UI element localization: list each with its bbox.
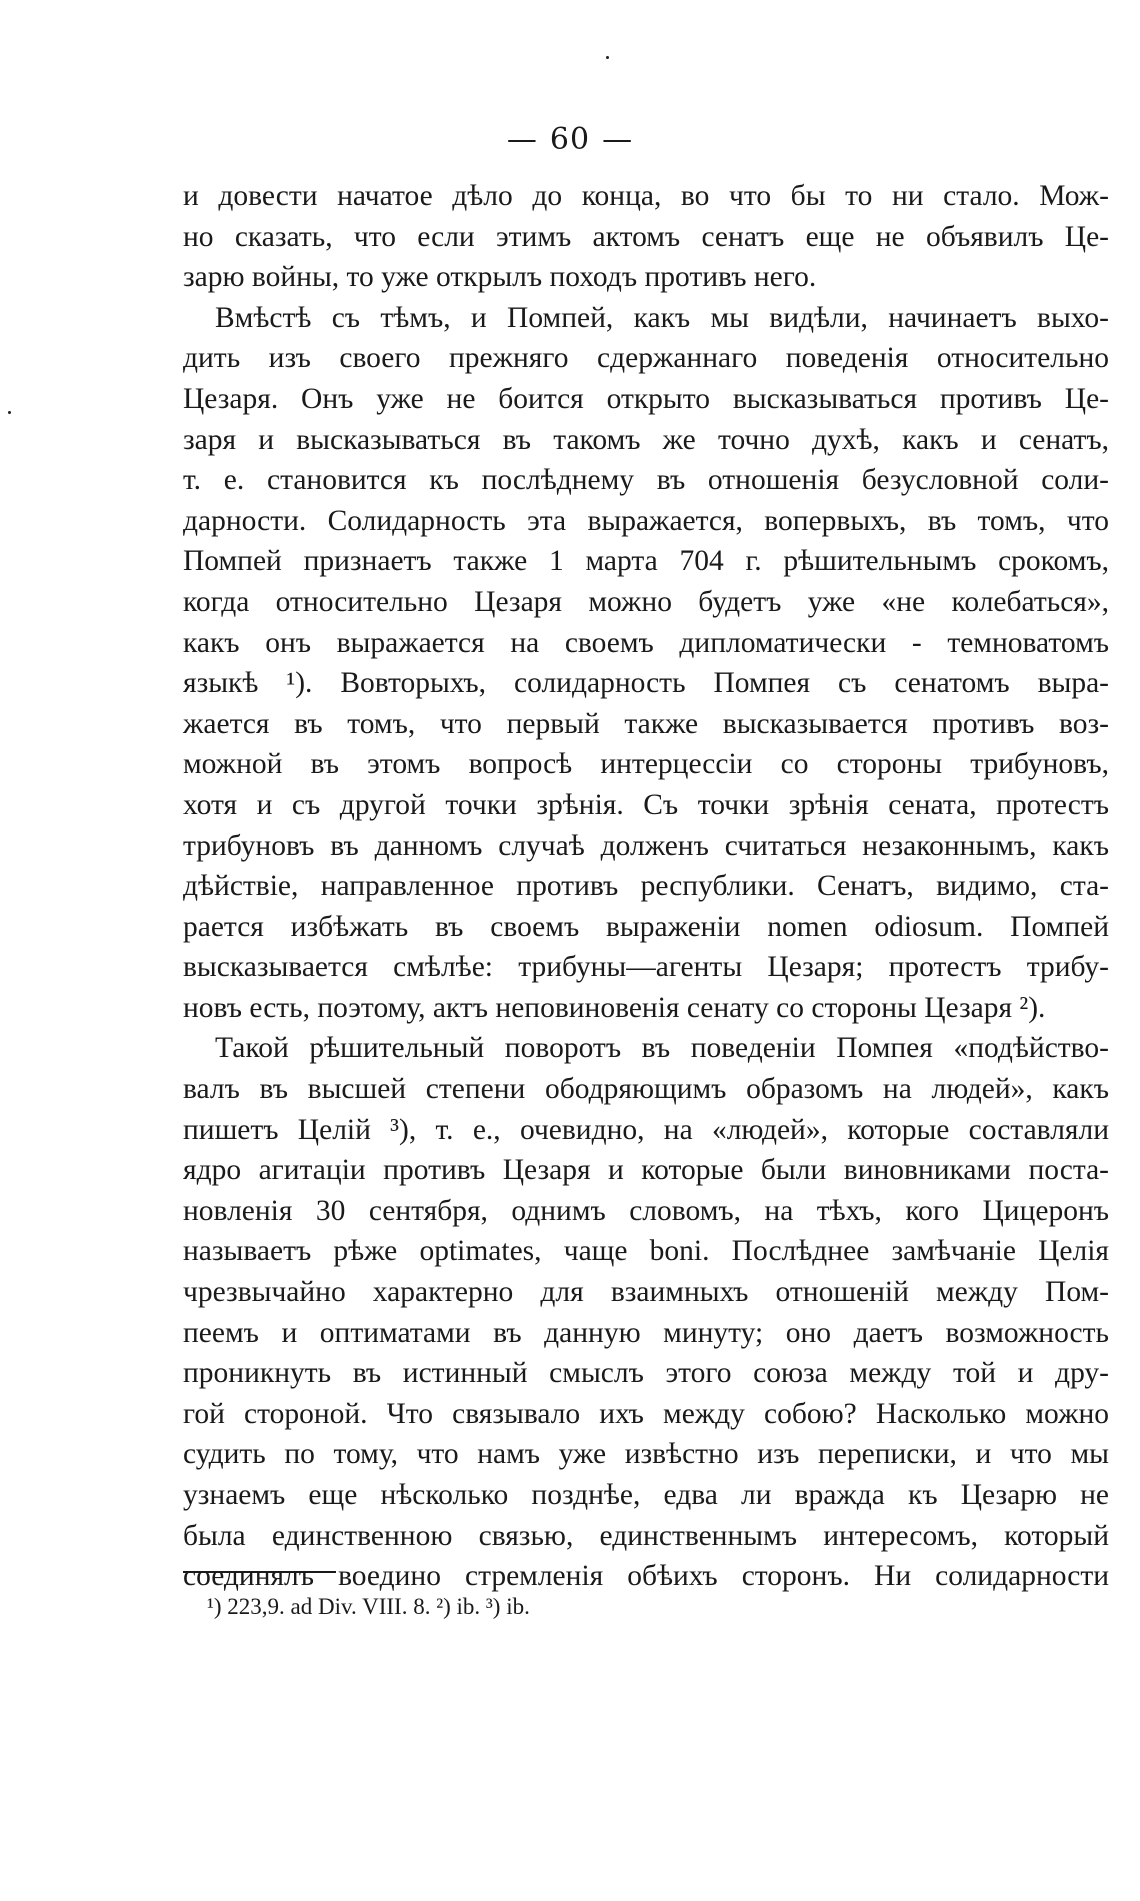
- text-line: чрезвычайно характерно для взаимныхъ отношеній между Пом-: [183, 1276, 1109, 1309]
- text-line: но сказать, что если этимъ актомъ сенатъ еще не объявилъ Це-: [183, 220, 1109, 253]
- text-line: т. е. становится къ послѣднему въ отношенія безусловной соли-: [183, 464, 1109, 497]
- text-line: и довести начатое дѣло до конца, во что бы то ни стало. Мож-: [183, 180, 1109, 212]
- text-line: ядро агитаціи противъ Цезаря и которые были виновниками поста-: [183, 1154, 1109, 1187]
- text-line: зарю войны, то уже открылъ походъ противъ него.: [183, 261, 817, 294]
- text-line: заря и высказываться въ такомъ же точно духѣ, какъ и сенатъ,: [183, 423, 1109, 456]
- header-dash-left: —: [506, 122, 538, 157]
- text-line: рается избѣжать въ своемъ выраженіи nomen odiosum. Помпей: [183, 910, 1109, 943]
- text-line: пеемъ и оптиматами въ данную минуту; оно даетъ возможность: [183, 1316, 1109, 1349]
- text-line: Такой рѣшительный поворотъ въ поведеніи Помпея «подѣйство-: [215, 1032, 1109, 1065]
- text-line: гой стороной. Что связывало ихъ между собою? Насколько можно: [183, 1397, 1109, 1430]
- text-line: трибуновъ въ данномъ случаѣ долженъ считаться незаконнымъ, какъ: [183, 829, 1109, 862]
- text-line: дарности. Солидарность эта выражается, вопервыхъ, въ томъ, что: [183, 504, 1109, 537]
- footnote-divider: [183, 1571, 336, 1573]
- text-line: узнаемъ еще нѣсколько позднѣе, едва ли вражда къ Цезарю не: [183, 1479, 1109, 1511]
- text-line: соединялъ воедино стремленія обѣихъ сторонъ. Ни солидарности: [183, 1560, 1109, 1593]
- text-line: какъ онъ выражается на своемъ дипломатически - темноватомъ: [183, 626, 1109, 659]
- scan-speck-top: [606, 56, 609, 59]
- body-text: [183, 176, 1109, 1597]
- text-line: когда относительно Цезаря можно будетъ уже «не колебаться»,: [183, 585, 1109, 618]
- text-line: называетъ рѣже optimates, чаще boni. Послѣднее замѣчаніе Целія: [183, 1235, 1109, 1268]
- text-line: высказывается смѣлѣе: трибуны—агенты Цезаря; протестъ трибу-: [183, 951, 1109, 984]
- text-line: дить изъ своего прежняго сдержаннаго поведенія относительно: [183, 342, 1109, 375]
- text-line: судить по тому, что намъ уже извѣстно изъ переписки, и что мы: [183, 1438, 1109, 1471]
- text-line: хотя и съ другой точки зрѣнія. Съ точки зрѣнія сената, протестъ: [183, 788, 1109, 821]
- text-line: жается въ томъ, что первый также высказывается противъ воз-: [183, 707, 1109, 740]
- footnote: ¹) 223,9. ad Div. VIII. 8. ²) ib. ³) ib.: [207, 1594, 530, 1619]
- text-line: была единственною связью, единственнымъ интересомъ, который: [183, 1519, 1109, 1552]
- text-line: новленія 30 сентября, однимъ словомъ, на тѣхъ, кого Цицеронъ: [183, 1194, 1109, 1227]
- text-line: новъ есть, поэтому, актъ неповиновенія сенату со стороны Цезаря ²).: [183, 991, 1046, 1024]
- text-line: Вмѣстѣ съ тѣмъ, и Помпей, какъ мы видѣли, начинаетъ выхо-: [215, 301, 1109, 334]
- text-line: валъ въ высшей степени ободряющимъ образомъ на людей», какъ: [183, 1073, 1109, 1106]
- text-line: Помпей признаетъ также 1 марта 704 г. рѣшительнымъ срокомъ,: [183, 545, 1109, 578]
- text-line: проникнуть въ истинный смыслъ этого союза между той и дру-: [183, 1357, 1109, 1390]
- page-number: 60: [549, 122, 591, 157]
- text-line: пишетъ Целій ³), т. е., очевидно, на «людей», которые составляли: [183, 1113, 1109, 1146]
- text-line: дѣйствіе, направленное противъ республики. Сенатъ, видимо, ста-: [183, 870, 1109, 903]
- text-line: Цезаря. Онъ уже не боится открыто высказываться противъ Це-: [183, 382, 1109, 415]
- text-line: языкѣ ¹). Вовторыхъ, солидарность Помпея съ сенатомъ выра-: [183, 667, 1109, 700]
- text-line: можной въ этомъ вопросѣ интерцессіи со стороны трибуновъ,: [183, 748, 1109, 781]
- page-number-header: [0, 122, 1140, 157]
- scan-speck-left: [8, 411, 11, 414]
- header-dash-right: —: [602, 122, 634, 157]
